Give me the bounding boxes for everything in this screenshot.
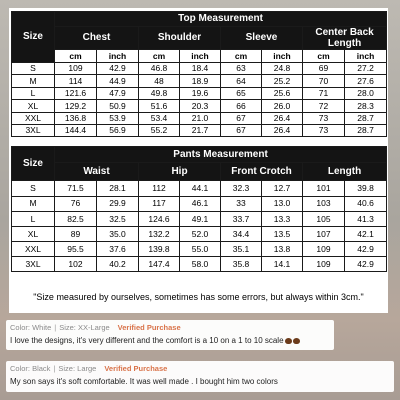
measurement-cell: 53.9 (97, 112, 139, 124)
measurement-cell: 28.0 (345, 87, 387, 99)
pants-group-front-crotch: Front Crotch (221, 163, 303, 181)
measurement-cell: 26.0 (262, 100, 303, 112)
measurement-cell: 124.6 (139, 211, 180, 226)
size-cell: 3XL (12, 124, 55, 136)
poop-emoji-icon (285, 338, 292, 344)
measurement-cell: 20.3 (180, 100, 221, 112)
size-cell: S (12, 181, 55, 196)
top-group-chest: Chest (55, 27, 139, 50)
size-row (12, 211, 387, 226)
verified-purchase-badge: Verified Purchase (104, 364, 168, 373)
top-measurement-title: Top Measurement (55, 12, 387, 27)
measurement-cell: 25.2 (262, 75, 303, 87)
measurement-cell: 39.8 (345, 181, 387, 196)
review-meta: Color: White | Size: XX-Large Verified Purchase (10, 323, 181, 332)
measurement-cell: 56.9 (97, 124, 139, 136)
size-cell: M (12, 75, 55, 87)
size-cell: L (12, 87, 55, 99)
size-cell: 3XL (12, 257, 55, 272)
measurement-cell: 89 (55, 226, 97, 241)
size-cell: XL (12, 100, 55, 112)
review-color: Color: White (10, 323, 52, 332)
size-cell: XXL (12, 112, 55, 124)
measurement-cell: 35.0 (97, 226, 139, 241)
measurement-cell: 12.7 (262, 181, 303, 196)
measurement-cell: 105 (303, 211, 345, 226)
size-row (12, 75, 387, 87)
top-group-center-back-length: Center Back Length (303, 27, 387, 50)
measurement-cell: 53.4 (139, 112, 180, 124)
unit-inch: inch (262, 50, 303, 63)
measurement-cell: 28.3 (345, 100, 387, 112)
measurement-cell: 117 (139, 196, 180, 211)
measurement-cell: 40.6 (345, 196, 387, 211)
measurement-cell: 47.9 (97, 87, 139, 99)
pants-group-waist: Waist (55, 163, 139, 181)
size-row (12, 63, 387, 75)
size-row (12, 196, 387, 211)
measurement-cell: 144.4 (55, 124, 97, 136)
measurement-cell: 44.9 (97, 75, 139, 87)
pants-group-hip: Hip (139, 163, 221, 181)
measurement-cell: 112 (139, 181, 180, 196)
top-group-shoulder: Shoulder (139, 27, 221, 50)
size-row (12, 181, 387, 196)
measurement-cell: 28.7 (345, 112, 387, 124)
measurement-cell: 46.1 (180, 196, 221, 211)
measurement-cell: 109 (303, 257, 345, 272)
measurement-cell: 49.1 (180, 211, 221, 226)
review-meta: Color: Black | Size: Large Verified Purchase (10, 364, 168, 373)
measurement-cell: 14.1 (262, 257, 303, 272)
measurement-cell: 41.3 (345, 211, 387, 226)
size-row (12, 100, 387, 112)
measurement-cell: 33 (221, 196, 262, 211)
measurement-cell: 40.2 (97, 257, 139, 272)
top-group-sleeve: Sleeve (221, 27, 303, 50)
measurement-cell: 139.8 (139, 242, 180, 257)
measurement-cell: 129.2 (55, 100, 97, 112)
measurement-cell: 28.1 (97, 181, 139, 196)
verified-purchase-badge: Verified Purchase (117, 323, 181, 332)
review-body (10, 377, 278, 386)
table-spacer (12, 137, 387, 147)
measurement-cell: 24.8 (262, 63, 303, 75)
review-text: I love the designs, it's very different and the comfort is a 10 on a 1 to 10 scale (10, 336, 284, 345)
measurement-cell: 73 (303, 112, 345, 124)
measurement-cell: 82.5 (55, 211, 97, 226)
unit-cm: cm (139, 50, 180, 63)
measurement-cell: 73 (303, 124, 345, 136)
size-row (12, 242, 387, 257)
size-row (12, 87, 387, 99)
measurement-cell: 35.1 (221, 242, 262, 257)
measurement-cell: 52.0 (180, 226, 221, 241)
review-size: Size: Large (58, 364, 97, 373)
measurement-cell: 71 (303, 87, 345, 99)
measurement-cell: 26.4 (262, 112, 303, 124)
measurement-cell: 103 (303, 196, 345, 211)
measurement-cell: 13.8 (262, 242, 303, 257)
measurement-cell: 33.7 (221, 211, 262, 226)
size-row (12, 257, 387, 272)
measurement-cell: 136.8 (55, 112, 97, 124)
measurement-cell: 114 (55, 75, 97, 87)
size-disclaimer-note: "Size measured by ourselves, sometimes has some errors, but always within 3cm." (33, 292, 364, 302)
measurement-cell: 28.7 (345, 124, 387, 136)
size-cell: M (12, 196, 55, 211)
size-row (12, 112, 387, 124)
top-size-header: Size (12, 12, 55, 63)
measurement-cell: 26.4 (262, 124, 303, 136)
measurement-cell: 13.0 (262, 196, 303, 211)
measurement-cell: 76 (55, 196, 97, 211)
measurement-cell: 121.6 (55, 87, 97, 99)
measurement-cell: 65 (221, 87, 262, 99)
measurement-cell: 48 (139, 75, 180, 87)
unit-cm: cm (221, 50, 262, 63)
size-cell: XXL (12, 242, 55, 257)
measurement-cell: 27.6 (345, 75, 387, 87)
review-size: Size: XX-Large (59, 323, 110, 332)
measurement-cell: 147.4 (139, 257, 180, 272)
measurement-cell: 37.6 (97, 242, 139, 257)
review-card (6, 361, 394, 392)
size-cell: XL (12, 226, 55, 241)
measurement-cell: 18.4 (180, 63, 221, 75)
measurement-cell: 69 (303, 63, 345, 75)
measurement-cell: 58.0 (180, 257, 221, 272)
measurement-cell: 27.2 (345, 63, 387, 75)
measurement-cell: 42.9 (345, 242, 387, 257)
measurement-cell: 95.5 (55, 242, 97, 257)
pants-size-header: Size (12, 147, 55, 181)
size-cell: L (12, 211, 55, 226)
measurement-cell: 49.8 (139, 87, 180, 99)
unit-cm: cm (303, 50, 345, 63)
review-text: My son says it's soft comfortable. It was well made . I bought him two colors (10, 377, 278, 386)
pants-group-length: Length (303, 163, 387, 181)
size-chart-table (11, 11, 387, 272)
measurement-cell: 101 (303, 181, 345, 196)
measurement-cell: 67 (221, 124, 262, 136)
measurement-cell: 19.6 (180, 87, 221, 99)
measurement-cell: 42.1 (345, 226, 387, 241)
measurement-cell: 132.2 (139, 226, 180, 241)
measurement-cell: 67 (221, 112, 262, 124)
measurement-cell: 46.8 (139, 63, 180, 75)
measurement-cell: 66 (221, 100, 262, 112)
measurement-cell: 32.5 (97, 211, 139, 226)
measurement-cell: 18.9 (180, 75, 221, 87)
measurement-cell: 35.8 (221, 257, 262, 272)
measurement-cell: 102 (55, 257, 97, 272)
measurement-cell: 13.5 (262, 226, 303, 241)
measurement-cell: 63 (221, 63, 262, 75)
size-cell: S (12, 63, 55, 75)
measurement-cell: 72 (303, 100, 345, 112)
measurement-cell: 55.0 (180, 242, 221, 257)
unit-inch: inch (180, 50, 221, 63)
measurement-cell: 64 (221, 75, 262, 87)
measurement-cell: 21.7 (180, 124, 221, 136)
measurement-cell: 109 (303, 242, 345, 257)
size-row (12, 124, 387, 136)
measurement-cell: 13.3 (262, 211, 303, 226)
poop-emoji-icon (293, 338, 300, 344)
pants-measurement-title: Pants Measurement (55, 147, 387, 163)
review-card (6, 320, 334, 350)
measurement-cell: 55.2 (139, 124, 180, 136)
measurement-cell: 44.1 (180, 181, 221, 196)
review-color: Color: Black (10, 364, 51, 373)
measurement-cell: 70 (303, 75, 345, 87)
measurement-cell: 107 (303, 226, 345, 241)
measurement-cell: 50.9 (97, 100, 139, 112)
measurement-cell: 42.9 (345, 257, 387, 272)
measurement-cell: 51.6 (139, 100, 180, 112)
measurement-cell: 71.5 (55, 181, 97, 196)
measurement-cell: 25.6 (262, 87, 303, 99)
measurement-cell: 32.3 (221, 181, 262, 196)
measurement-cell: 29.9 (97, 196, 139, 211)
measurement-cell: 34.4 (221, 226, 262, 241)
measurement-cell: 109 (55, 63, 97, 75)
review-body (10, 336, 300, 345)
measurement-cell: 42.9 (97, 63, 139, 75)
unit-cm: cm (55, 50, 97, 63)
size-row (12, 226, 387, 241)
unit-inch: inch (345, 50, 387, 63)
unit-inch: inch (97, 50, 139, 63)
measurement-cell: 21.0 (180, 112, 221, 124)
